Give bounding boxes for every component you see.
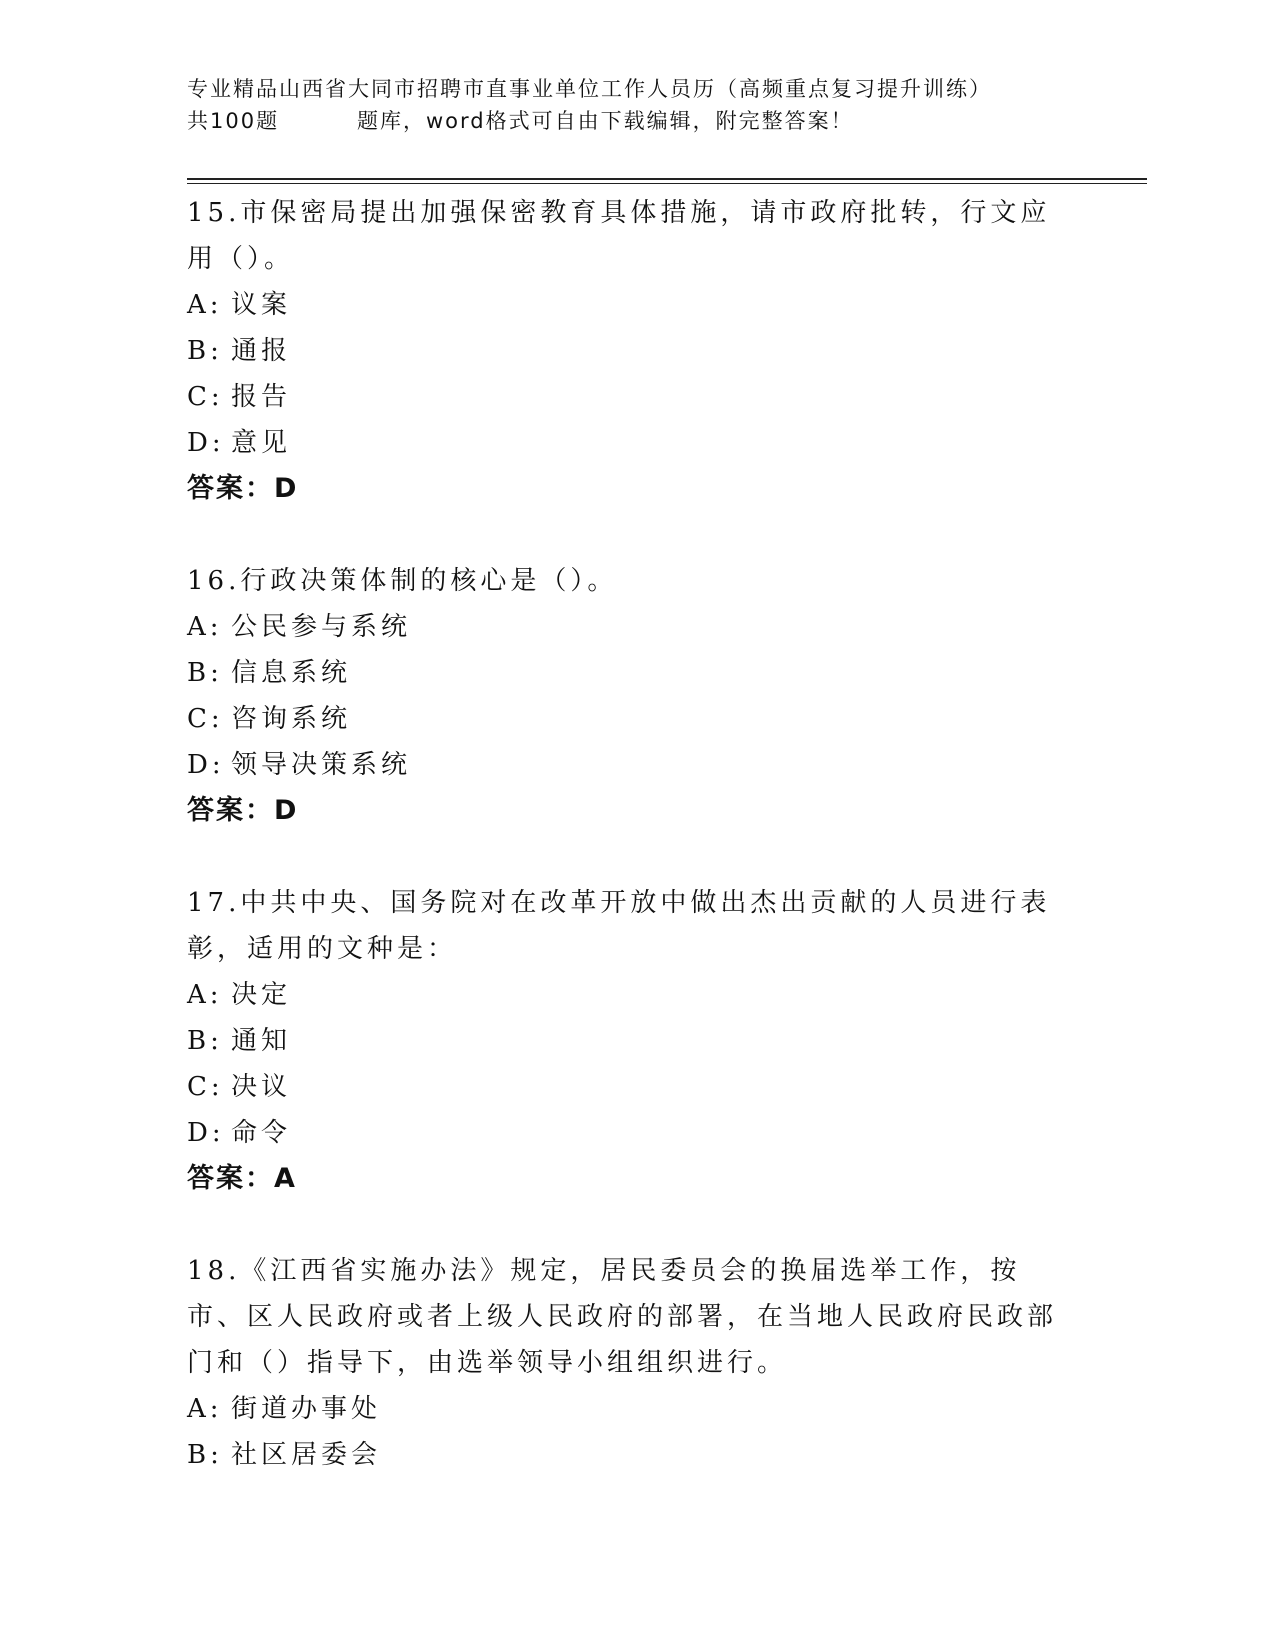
document-header xyxy=(187,73,1147,137)
option-b xyxy=(187,650,1067,696)
question-text: 15.市保密局提出加强保密教育具体措施，请市政府批转，行文应用（）。 xyxy=(187,198,1051,274)
option-text: 领导决策系统 xyxy=(231,750,412,780)
option-key: A: xyxy=(187,1394,223,1424)
option-a xyxy=(187,972,1067,1018)
option-text: 街道办事处 xyxy=(231,1394,382,1424)
option-text: 议案 xyxy=(231,290,292,320)
option-key: A: xyxy=(187,612,223,642)
option-a xyxy=(187,282,1067,328)
header-subtitle-line xyxy=(187,105,1147,137)
option-key: D: xyxy=(187,428,225,458)
question-17 xyxy=(187,880,1067,1202)
option-text: 咨询系统 xyxy=(231,704,352,734)
option-b xyxy=(187,1018,1067,1064)
question-15 xyxy=(187,190,1067,512)
question-text: 16.行政决策体制的核心是（）。 xyxy=(187,566,618,596)
header-title-line: 专业精品山西省大同市招聘市直事业单位工作人员历（高频重点复习提升训练） xyxy=(187,77,992,101)
question-list xyxy=(187,190,1067,1524)
option-a xyxy=(187,1386,1067,1432)
option-a xyxy=(187,604,1067,650)
option-key: D: xyxy=(187,1118,225,1148)
option-d xyxy=(187,1110,1067,1156)
option-text: 社区居委会 xyxy=(231,1440,382,1470)
option-key: A: xyxy=(187,290,223,320)
option-key: B: xyxy=(187,1026,223,1056)
option-text: 通知 xyxy=(231,1026,292,1056)
header-description: 题库，word格式可自由下载编辑，附完整答案！ xyxy=(357,109,854,133)
question-18 xyxy=(187,1248,1067,1478)
answer-line: 答案：D xyxy=(187,473,299,504)
option-c xyxy=(187,696,1067,742)
option-text: 命令 xyxy=(231,1118,292,1148)
option-text: 报告 xyxy=(231,382,292,412)
option-b xyxy=(187,1432,1067,1478)
option-c xyxy=(187,1064,1067,1110)
header-divider-thick xyxy=(187,178,1147,180)
option-key: D: xyxy=(187,750,225,780)
option-text: 决定 xyxy=(231,980,292,1010)
option-text: 信息系统 xyxy=(231,658,352,688)
question-count: 共100题 xyxy=(187,109,280,133)
option-d xyxy=(187,742,1067,788)
option-key: B: xyxy=(187,658,223,688)
option-key: C: xyxy=(187,704,224,734)
header-divider-thin xyxy=(187,183,1147,184)
question-text: 18.《江西省实施办法》规定，居民委员会的换届选举工作，按市、区人民政府或者上级人民政府的部署，在当地人民政府民政部门和（）指导下，由选举领导小组组织进行。 xyxy=(187,1256,1058,1378)
option-b xyxy=(187,328,1067,374)
option-key: A: xyxy=(187,980,223,1010)
option-c xyxy=(187,374,1067,420)
answer-line: 答案：D xyxy=(187,795,299,826)
option-text: 公民参与系统 xyxy=(231,612,412,642)
option-d xyxy=(187,420,1067,466)
question-text: 17.中共中央、国务院对在改革开放中做出杰出贡献的人员进行表彰，适用的文种是： xyxy=(187,888,1051,964)
option-key: C: xyxy=(187,1072,224,1102)
option-text: 意见 xyxy=(231,428,292,458)
question-16 xyxy=(187,558,1067,834)
option-text: 通报 xyxy=(231,336,292,366)
option-text: 决议 xyxy=(231,1072,292,1102)
answer-line: 答案：A xyxy=(187,1163,297,1194)
option-key: C: xyxy=(187,382,224,412)
option-key: B: xyxy=(187,336,223,366)
option-key: B: xyxy=(187,1440,223,1470)
